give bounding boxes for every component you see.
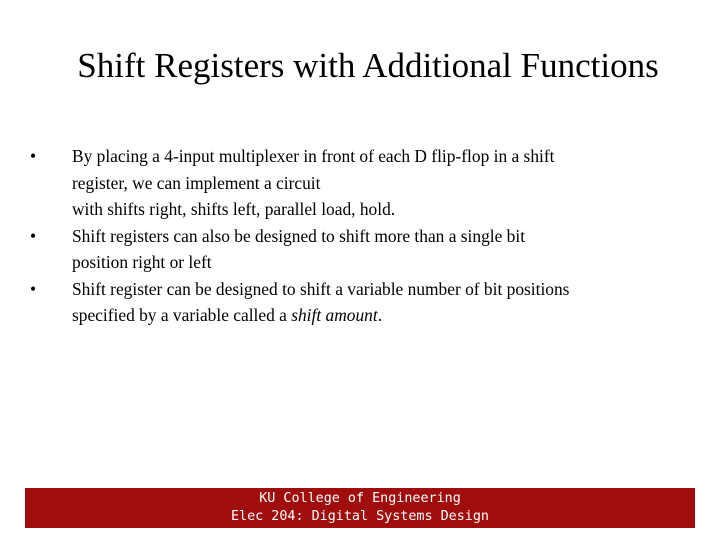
bullet-text-line: position right or left: [72, 252, 212, 272]
bullet-item-multi-bit-shift: [30, 223, 690, 276]
bullet-marker: •: [30, 225, 37, 246]
bullet-marker: •: [30, 146, 37, 166]
bullet-list: [30, 143, 690, 329]
footer-course: Elec 204: Digital Systems Design: [231, 509, 489, 524]
bullet-text-line: Shift register can be designed to shift a variable number of bit positions: [72, 278, 570, 299]
slide-title: Shift Registers with Additional Functions: [77, 46, 659, 85]
bullet-text-line: register, we can implement a circuit: [72, 172, 321, 193]
bullet-text-line-with-emphasis: [72, 302, 690, 329]
bullet-text-line: By placing a 4-input multiplexer in front of each D flip-flop in a shift: [72, 146, 555, 166]
bullet-marker: •: [30, 278, 37, 299]
footer-banner: [25, 488, 695, 528]
bullet-text-suffix: .: [377, 305, 383, 325]
bullet-text-line: Shift registers can also be designed to shift more than a single bit: [72, 225, 526, 246]
shift-amount-term: shift amount: [291, 305, 378, 325]
bullet-text-prefix: specified by a variable called a: [72, 305, 292, 325]
bullet-item-variable-shift: [30, 276, 690, 329]
bullet-item-multiplexer: [30, 143, 690, 223]
bullet-text-line: with shifts right, shifts left, parallel load, hold.: [72, 199, 396, 219]
footer-institution: KU College of Engineering: [259, 491, 461, 506]
